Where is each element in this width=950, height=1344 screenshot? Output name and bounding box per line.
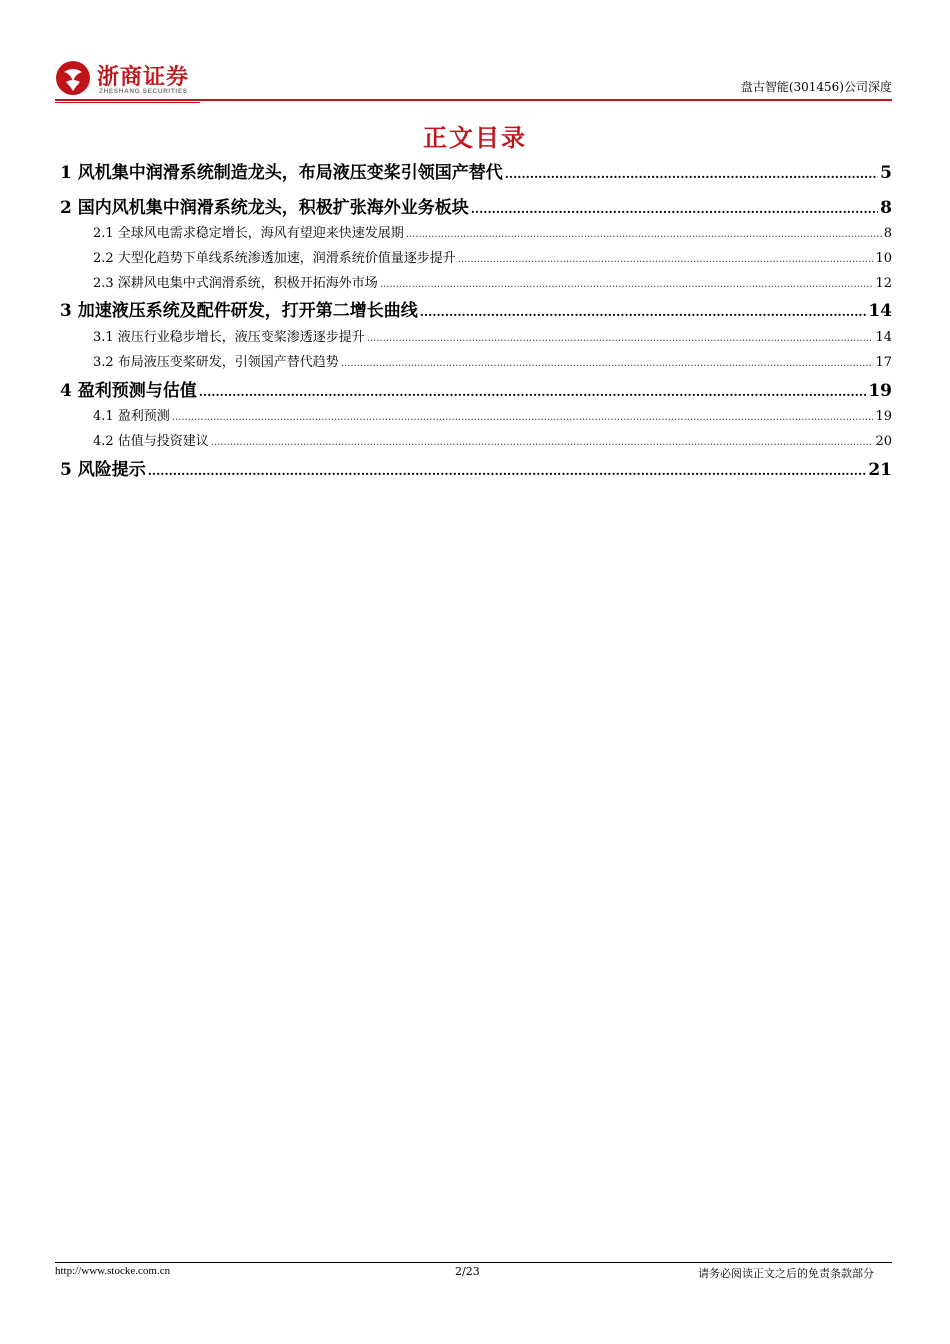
toc-leader-dots (172, 412, 874, 423)
logo-english-name: ZHESHANG SECURITIES (99, 88, 188, 95)
footer-disclaimer: 请务必阅读正文之后的免责条款部分 (698, 1267, 874, 1280)
toc-entry[interactable] (60, 351, 892, 370)
toc-leader-dots (471, 202, 878, 216)
toc-entry-label: 2.3 深耕风电集中式润滑系统，积极开拓海外市场 (93, 276, 378, 291)
toc-entry-label: 3.1 液压行业稳步增长，液压变桨渗透逐步提升 (93, 330, 365, 345)
toc-entry-page: 20 (875, 434, 892, 449)
toc-entry[interactable] (60, 247, 892, 266)
page-header (55, 58, 892, 102)
header-divider-accent (55, 102, 200, 103)
toc-entry-label: 4.1 盈利预测 (93, 409, 170, 424)
toc-entry[interactable] (60, 193, 892, 218)
toc-entry[interactable] (60, 376, 892, 401)
toc-entry-page: 21 (868, 460, 892, 480)
toc-entry-label: 3 加速液压系统及配件研发，打开第二增长曲线 (60, 301, 418, 321)
toc-entry[interactable] (60, 405, 892, 424)
footer-divider (55, 1262, 892, 1263)
toc-entry-page: 10 (875, 251, 892, 266)
toc-entry-label: 2 国内风机集中润滑系统龙头，积极扩张海外业务板块 (60, 198, 469, 218)
toc-leader-dots (380, 279, 874, 290)
toc-leader-dots (211, 437, 874, 448)
toc-entry-page: 14 (875, 330, 892, 345)
toc-leader-dots (458, 254, 874, 265)
toc-leader-dots (199, 385, 867, 399)
toc-entry-page: 19 (875, 409, 892, 424)
toc-entry-label: 3.2 布局液压变桨研发，引领国产替代趋势 (93, 355, 339, 370)
toc-entry-label: 2.2 大型化趋势下单线系统渗透加速，润滑系统价值量逐步提升 (93, 251, 456, 266)
company-logo (55, 58, 215, 100)
toc-entry-page: 19 (868, 381, 892, 401)
toc-entry-page: 14 (868, 301, 892, 321)
logo-chinese-name: 浙商证券 (97, 65, 190, 90)
toc-entry-page: 5 (880, 163, 892, 183)
toc-title: 正文目录 (423, 123, 527, 152)
toc-entry-label: 4 盈利预测与估值 (60, 381, 197, 401)
toc-leader-dots (341, 358, 874, 369)
toc-leader-dots (367, 333, 874, 344)
toc-entry[interactable] (60, 158, 892, 183)
report-tag: 盘古智能(301456)公司深度 (740, 80, 892, 94)
toc-leader-dots (406, 229, 882, 240)
toc-entry-page: 12 (875, 276, 892, 291)
toc-entry-page: 8 (880, 198, 892, 218)
toc-entry[interactable] (60, 455, 892, 480)
header-divider (55, 99, 892, 101)
toc-entry-label: 1 风机集中润滑系统制造龙头，布局液压变桨引领国产替代 (60, 163, 503, 183)
logo-mark-icon (55, 60, 91, 96)
toc-leader-dots (148, 464, 867, 478)
toc-leader-dots (505, 167, 878, 181)
toc-entry-label: 4.2 估值与投资建议 (93, 434, 209, 449)
toc-entry-label: 5 风险提示 (60, 460, 146, 480)
toc-leader-dots (420, 305, 867, 319)
footer-page-number: 2/23 (455, 1265, 480, 1278)
toc-entry-page: 17 (875, 355, 892, 370)
toc-entry[interactable] (60, 222, 892, 241)
toc-entry-page: 8 (883, 226, 892, 241)
footer-url-link[interactable]: http://www.stocke.com.cn (55, 1265, 171, 1277)
toc-entry[interactable] (60, 326, 892, 345)
toc-entry[interactable] (60, 272, 892, 291)
toc-entry[interactable] (60, 430, 892, 449)
toc-entry-label: 2.1 全球风电需求稳定增长，海风有望迎来快速发展期 (93, 226, 404, 241)
toc-entry[interactable] (60, 296, 892, 321)
